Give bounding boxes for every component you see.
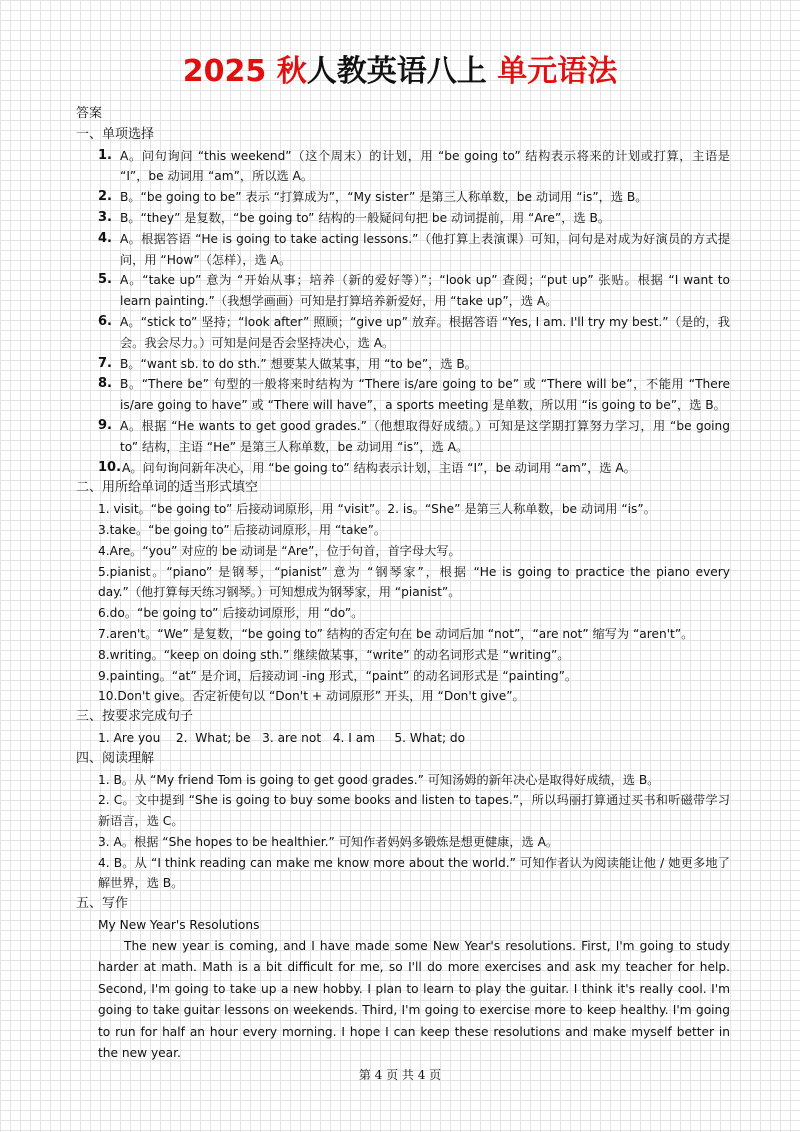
- section2-heading: 二、用所给单词的适当形式填空: [76, 480, 259, 496]
- item-text: A。问句询问 “this weekend”（这个周末）的计划，用 “be going to” 结构表示将来的计划或打算，主语是 “I”，be 动词用 “am”，所以选 A。: [120, 148, 730, 184]
- list-item: [98, 229, 730, 271]
- title-textbook: 人教英语八上: [306, 54, 487, 89]
- list-item: [98, 354, 730, 375]
- section3-heading: 三、按要求完成句子: [76, 709, 194, 725]
- section5-heading: 五、写作: [76, 896, 129, 912]
- list-item: 9.painting。“at” 是介词，后接动词 -ing 形式，“paint” 的动名词形式是 “painting”。: [98, 668, 578, 683]
- list-item: 7.aren't。“We” 是复数，“be going to” 结构的否定句在 be 动词后加 “not”，“are not” 缩写为 “aren't”。: [98, 626, 694, 641]
- list-item: 10.Don't give。否定祈使句以 “Don't + 动词原形” 开头，用 “Don't give”。: [98, 689, 525, 704]
- list-item: [98, 374, 730, 416]
- item-number: 8.: [98, 376, 112, 392]
- list-item: 4. B。从 “I think reading can make me know more about the world.” 可知作者认为阅读能让他 / 她更多地了解世界，选 B。: [98, 855, 730, 891]
- item-number: 6.: [98, 313, 112, 329]
- list-item: 3.take。“be going to” 后接动词原形，用 “take”。: [98, 522, 387, 537]
- list-item: [98, 208, 730, 229]
- item-number: 5.: [98, 272, 112, 288]
- item-text: B。“There be” 句型的一般将来时结构为 “There is/are going to be” 或 “There will be”，不能用 “There is/are going to have” 或 “There will have”，a sports meeting 是单数，所以用 “is going to be”，选 B。: [120, 377, 730, 413]
- item-text: A。问句询问新年决心，用 “be going to” 结构表示计划，主语 “I”，be 动词用 “am”，选 A。: [122, 460, 636, 475]
- list-item: [98, 312, 730, 354]
- list-item: [98, 270, 730, 312]
- item-number: 3.: [98, 209, 112, 225]
- list-item: 3. A。根据 “She hopes to be healthier.” 可知作者妈妈多锻炼是想更健康，选 A。: [98, 834, 559, 849]
- section3-answers: 1. Are you 2. What; be 3. are not 4. I am 5. What; do: [98, 730, 466, 745]
- item-number: 2.: [98, 189, 112, 205]
- item-text: A。根据 “He wants to get good grades.”（他想取得好成绩。）可知是这学期打算努力学习，用 “be going to” 结构，主语 “He” 是第三人称单数，be 动词用 “is”，选 A。: [120, 418, 730, 454]
- item-text: A。“stick to” 坚持；“look after” 照顾；“give up” 放弃。根据答语 “Yes, I am. I'll try my best.”（是的，我会。我会尽力。）可知是问是否会坚持决心，选 A。: [120, 314, 730, 350]
- item-number: 4.: [98, 230, 112, 246]
- list-item: 1. B。从 “My friend Tom is going to get good grades.” 可知汤姆的新年决心是取得好成绩，选 B。: [98, 772, 660, 787]
- page-title: [0, 52, 800, 92]
- answer-label: 答案: [76, 106, 103, 121]
- section4-heading: 四、阅读理解: [76, 750, 155, 766]
- list-item: 1. visit。“be going to” 后接动词原形，用 “visit”。2. is。“She” 是第三人称单数，be 动词用 “is”。: [98, 502, 656, 517]
- item-number: 1.: [98, 147, 112, 163]
- list-item: 8.writing。“keep on doing sth.” 继续做某事，“write” 的动名词形式是 “writing”。: [98, 647, 570, 662]
- item-number: 10.: [98, 459, 122, 475]
- list-item: [98, 416, 730, 458]
- list-item: 4.Are。“you” 对应的 be 动词是 “Are”，位于句首，首字母大写。: [98, 543, 461, 558]
- answer-content: [76, 104, 730, 1064]
- item-number: 7.: [98, 355, 112, 371]
- list-item: [98, 458, 730, 479]
- item-text: A。根据答语 “He is going to take acting lessons.”（他打算上表演课）可知，问句是对成为好演员的方式提问，用 “How”（怎样），选 A。: [120, 231, 730, 267]
- title-topic: 单元语法: [497, 54, 618, 89]
- item-text: B。“they” 是复数，“be going to” 结构的一般疑问句把 be 动词提前，用 “Are”，选 B。: [120, 210, 611, 225]
- list-item: [98, 146, 730, 188]
- list-item: 2. C。文中提到 “She is going to buy some books and listen to tapes.”，所以玛丽打算通过买书和听磁带学习新语言，选 C。: [98, 793, 730, 829]
- item-text: A。“take up” 意为 “开始从事；培养（新的爱好等）”；“look up” 查阅；“put up” 张贴。根据 “I want to learn painting.”（我想学画画）可知是打算培养新爱好，用 “take up”，选 A。: [120, 273, 730, 309]
- page-footer: 第 4 页 共 4 页: [358, 1068, 442, 1082]
- list-item: 5.pianist。“piano” 是钢琴，“pianist” 意为 “钢琴家”，根据 “He is going to practice the piano every day.”（他打算每天练习钢琴。）可知想成为钢琴家，用 “pianist”。: [98, 564, 730, 600]
- title-year-season: 2025 秋: [182, 54, 307, 89]
- item-text: B。“be going to be” 表示 “打算成为”，“My sister” 是第三人称单数，be 动词用 “is”，选 B。: [120, 190, 648, 205]
- essay-title: My New Year's Resolutions: [98, 918, 260, 933]
- list-item: [98, 187, 730, 208]
- item-number: 9.: [98, 417, 112, 433]
- essay-body: The new year is coming, and I have made some New Year's resolutions. First, I'm going to study harder at math. Math is a bit difficult for me, so I'll do more exercises and ask my teacher for help. Second, I'm going to take up a new hobby. I plan to learn to play the guitar. I think it's really cool. I'm going to take guitar lessons on weekends. Third, I'm going to exercise more to keep healthy. I'm going to run for half an hour every morning. I hope I can keep these resolutions and make myself better in the new year.: [98, 938, 730, 1060]
- item-text: B。“want sb. to do sth.” 想要某人做某事，用 “to be”，选 B。: [120, 356, 477, 371]
- section1-heading: 一、单项选择: [76, 126, 155, 142]
- list-item: 6.do。“be going to” 后接动词原形，用 “do”。: [98, 606, 364, 621]
